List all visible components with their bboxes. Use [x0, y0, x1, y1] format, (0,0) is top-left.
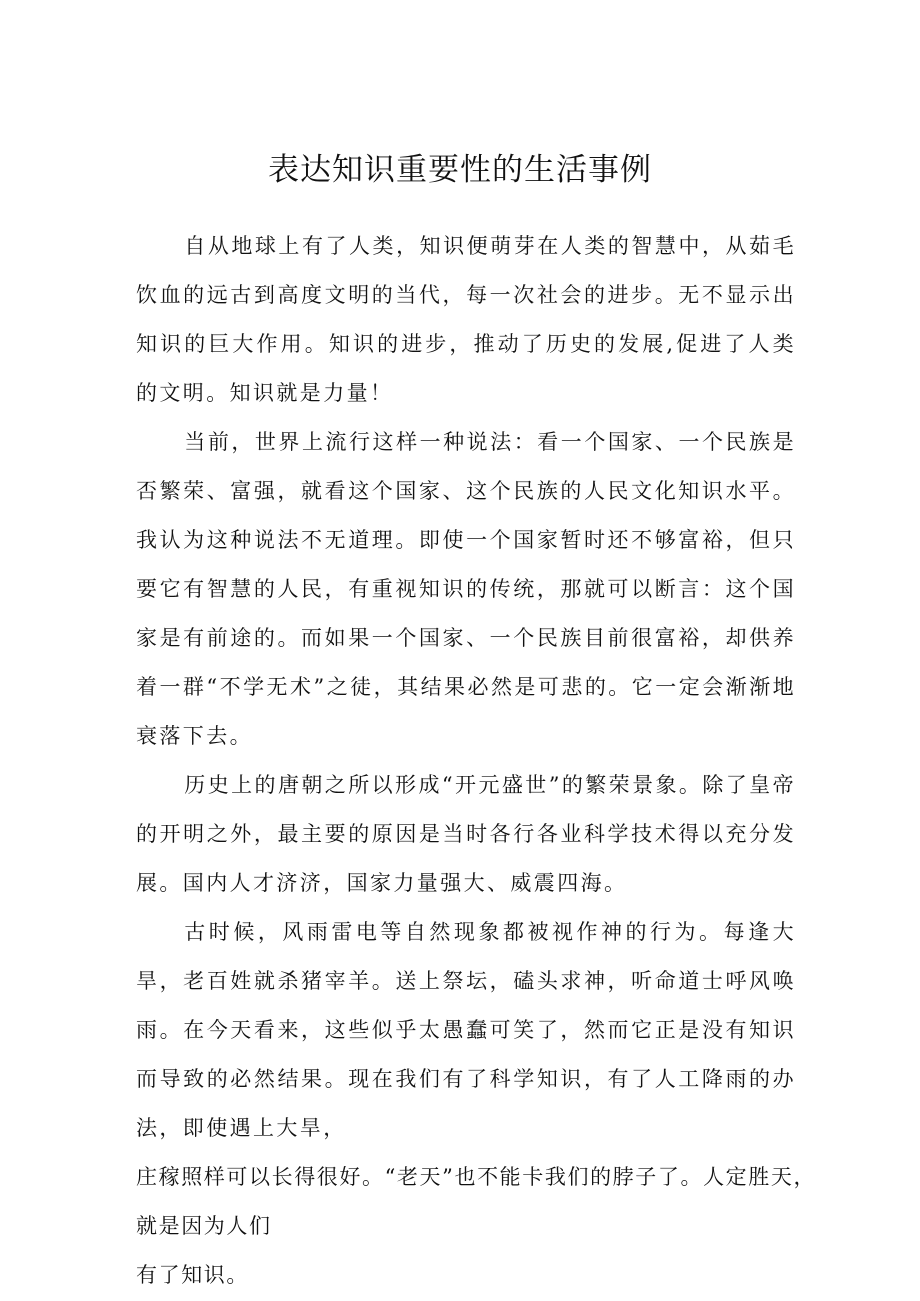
tail-line-3: 有了知识。	[136, 1263, 249, 1287]
paragraph-3: 历史上的唐朝之所以形成“开元盛世”的繁荣景象。除了皇帝的开明之外，最主要的原因是当时各行各业科学技术得以充分发展。国内人才济济，国家力量强大、威震四海。	[136, 773, 796, 895]
document-body	[136, 222, 817, 1300]
paragraph-4: 古时候，风雨雷电等自然现象都被视作神的行为。每逢大旱，老百姓就杀猪宰羊。送上祭坛，磕头求神，听命道士呼风唤雨。在今天看来，这些似乎太愚蠢可笑了，然而它正是没有知识而导致的必然结果。现在我们有了科学知识，有了人工降雨的办法，即使遇上大旱，	[136, 920, 796, 1140]
page-title: 表达知识重要性的生活事例	[268, 152, 652, 188]
paragraph-2: 当前，世界上流行这样一种说法：看一个国家、一个民族是否繁荣、富强，就看这个国家、这个民族的人民文化知识水平。我认为这种说法不无道理。即使一个国家暂时还不够富裕，但只要它有智慧的人民，有重视知识的传统，那就可以断言：这个国家是有前途的。而如果一个国家、一个民族目前很富裕，却供养着一群“不学无术”之徒，其结果必然是可悲的。它一定会渐渐地衰落下去。	[136, 430, 796, 748]
tail-line-2: 就是因为人们	[136, 1214, 272, 1238]
paragraph-4-continuation	[136, 1153, 817, 1300]
tail-line-1: 庄稼照样可以长得很好。“老天”也不能卡我们的脖子了。人定胜天，	[136, 1165, 817, 1189]
paragraph-1: 自从地球上有了人类，知识便萌芽在人类的智慧中，从茹毛饮血的远古到高度文明的当代，每一次社会的进步。无不显示出知识的巨大作用。知识的进步，推动了历史的发展,促进了人类的文明。知识就是力量！	[136, 234, 796, 405]
